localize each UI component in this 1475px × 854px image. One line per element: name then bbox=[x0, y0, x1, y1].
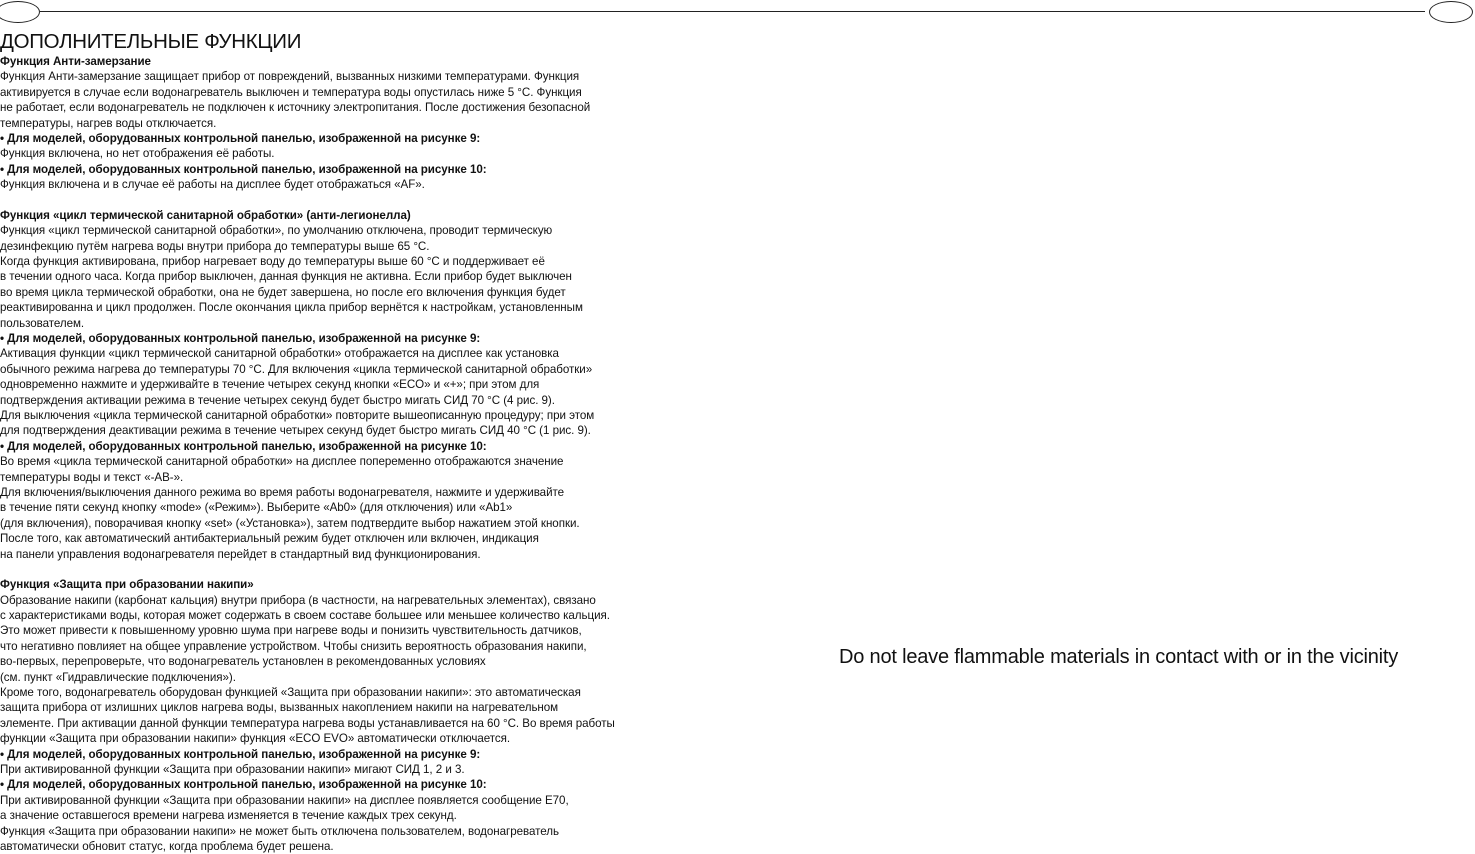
text-line: с характеристиками воды, которая может содержать в своем составе большее или меньшее количество кальция. bbox=[0, 609, 610, 623]
text-lines bbox=[0, 54, 680, 854]
page-title: ДОПОЛНИТЕЛЬНЫЕ ФУНКЦИИ bbox=[0, 30, 302, 53]
text-line: Функция включена и в случае её работы на дисплее будет отображаться «AF». bbox=[0, 178, 425, 192]
text-line: Образование накипи (карбонат кальция) внутри прибора (в частности, на нагревательных элементах), связано bbox=[0, 593, 596, 607]
text-line: а значение оставшегося времени нагрева изменяется в течение каждых трех секунд. bbox=[0, 809, 457, 823]
text-line: температуры, нагрев воды отключается. bbox=[0, 116, 217, 130]
text-line: (см. пункт «Гидравлические подключения»). bbox=[0, 670, 236, 684]
section-heading-line: • Для моделей, оборудованных контрольной панелью, изображенной на рисунке 9: bbox=[0, 332, 481, 346]
page-corner-oval-right bbox=[1429, 1, 1473, 23]
section-heading-line: • Для моделей, оборудованных контрольной панелью, изображенной на рисунке 10: bbox=[0, 778, 487, 792]
text-line: Функция «цикл термической санитарной обработки», по умолчанию отключена, проводит термическую bbox=[0, 224, 553, 238]
top-rule bbox=[40, 11, 1425, 12]
text-line: элементе. При активации данной функции температура нагрева воды устанавливается на 60 °С. Во время работы bbox=[0, 716, 615, 730]
text-line: пользователем. bbox=[0, 316, 85, 330]
text-line: автоматически обновит статус, когда проблема будет решена. bbox=[0, 839, 334, 853]
text-line: на панели управления водонагревателя перейдет в стандартный вид функционирования. bbox=[0, 547, 481, 561]
section-heading-line: Функция «цикл термической санитарной обработки» (анти-легионелла) bbox=[0, 208, 411, 222]
english-note: Do not leave flammable materials in contact with or in the vicinity bbox=[839, 646, 1399, 668]
text-line: подтверждения активации режима в течение четырех секунд будет быстро мигать СИД 70 °С (4 рис. 9). bbox=[0, 393, 555, 407]
text-line: в течение пяти секунд кнопку «mode» («Режим»). Выберите «Ab0» (для отключения) или «Ab1» bbox=[0, 501, 513, 515]
text-line: Функция Анти-замерзание защищает прибор от повреждений, вызванных низкими температурами. Функция bbox=[0, 70, 580, 84]
text-line: температуры воды и текст «-AB-». bbox=[0, 470, 184, 484]
section-heading-line: • Для моделей, оборудованных контрольной панелью, изображенной на рисунке 10: bbox=[0, 162, 487, 176]
text-line: Когда функция активирована, прибор нагревает воду до температуры выше 60 °С и поддерживает её bbox=[0, 255, 545, 269]
section-heading-line: Функция «Защита при образовании накипи» bbox=[0, 578, 254, 592]
text-line: При активированной функции «Защита при образовании накипи» мигают СИД 1, 2 и 3. bbox=[0, 762, 465, 776]
text-line: функции «Защита при образовании накипи» функция «ECO EVO» автоматически отключается. bbox=[0, 732, 511, 746]
text-line: во-первых, перепроверьте, что водонагреватель установлен в рекомендованных условиях bbox=[0, 655, 486, 669]
text-line: Для выключения «цикла термической санитарной обработки» повторите вышеописанную процедуру; при этом bbox=[0, 408, 595, 422]
page-corner-oval-left bbox=[0, 1, 40, 23]
blank-line bbox=[0, 193, 680, 208]
text-line: защита прибора от излишних циклов нагрева воды, вызванных накоплением накипи на нагревательном bbox=[0, 701, 559, 715]
section-heading-line: • Для моделей, оборудованных контрольной панелью, изображенной на рисунке 10: bbox=[0, 439, 487, 453]
text-line: обычного режима нагрева до температуры 70 °С. Для включения «цикла термической санитарной обработки» bbox=[0, 362, 593, 376]
text-line: Кроме того, водонагреватель оборудован функцией «Защита при образовании накипи»: это автоматическая bbox=[0, 686, 581, 700]
text-line: Активация функции «цикл термической санитарной обработки» отображается на дисплее как установка bbox=[0, 347, 559, 361]
document-body bbox=[0, 30, 680, 854]
text-line: во время цикла термической обработки, она не будет завершена, но после его включения функция будет bbox=[0, 285, 566, 299]
section-heading-line: • Для моделей, оборудованных контрольной панелью, изображенной на рисунке 9: bbox=[0, 747, 481, 761]
text-line: одновременно нажмите и удерживайте в течение четырех секунд кнопки «ECO» и «+»; при этом для bbox=[0, 378, 540, 392]
section-heading-line: • Для моделей, оборудованных контрольной панелью, изображенной на рисунке 9: bbox=[0, 131, 481, 145]
text-line: реактивированна и цикл продолжен. После окончания цикла прибор вернётся к настройкам, установленным bbox=[0, 301, 583, 315]
text-line: (для включения), поворачивая кнопку «set» («Установка»), затем подтвердите выбор нажатием этой кнопки. bbox=[0, 516, 580, 530]
text-line: Во время «цикла термической санитарной обработки» на дисплее попеременно отображаются значение bbox=[0, 455, 564, 469]
text-line: Функция «Защита при образовании накипи» не может быть отключена пользователем, водонагреватель bbox=[0, 824, 559, 838]
blank-line bbox=[0, 562, 680, 577]
text-line: не работает, если водонагреватель не подключен к источнику электропитания. После достижения безопасной bbox=[0, 101, 591, 115]
text-line: дезинфекцию путём нагрева воды внутри прибора до температуры выше 65 °С. bbox=[0, 239, 430, 253]
text-line: После того, как автоматический антибактериальный режим будет отключен или включен, индикация bbox=[0, 532, 539, 546]
text-line: При активированной функции «Защита при образовании накипи» на дисплее появляется сообщение E70, bbox=[0, 793, 569, 807]
section-heading-line: Функция Анти-замерзание bbox=[0, 55, 151, 68]
text-line: Функция включена, но нет отображения её работы. bbox=[0, 147, 275, 161]
text-line: Это может привести к повышенному уровню шума при нагреве воды и понизить чувствительность датчиков, bbox=[0, 624, 582, 638]
text-line: Для включения/выключения данного режима во время работы водонагревателя, нажмите и удерживайте bbox=[0, 485, 565, 499]
text-line: в течении одного часа. Когда прибор выключен, данная функция не активна. Если прибор будет выключен bbox=[0, 270, 572, 284]
text-line: что негативно повлияет на общее управление устройством. Чтобы снизить вероятность образования накипи, bbox=[0, 639, 587, 653]
text-line: для подтверждения деактивации режима в течение четырех секунд будет быстро мигать СИД 40 °С (1 рис. 9). bbox=[0, 424, 591, 438]
text-line: активируется в случае если водонагреватель выключен и температура воды опустилась ниже 5 °С. Функция bbox=[0, 85, 582, 99]
